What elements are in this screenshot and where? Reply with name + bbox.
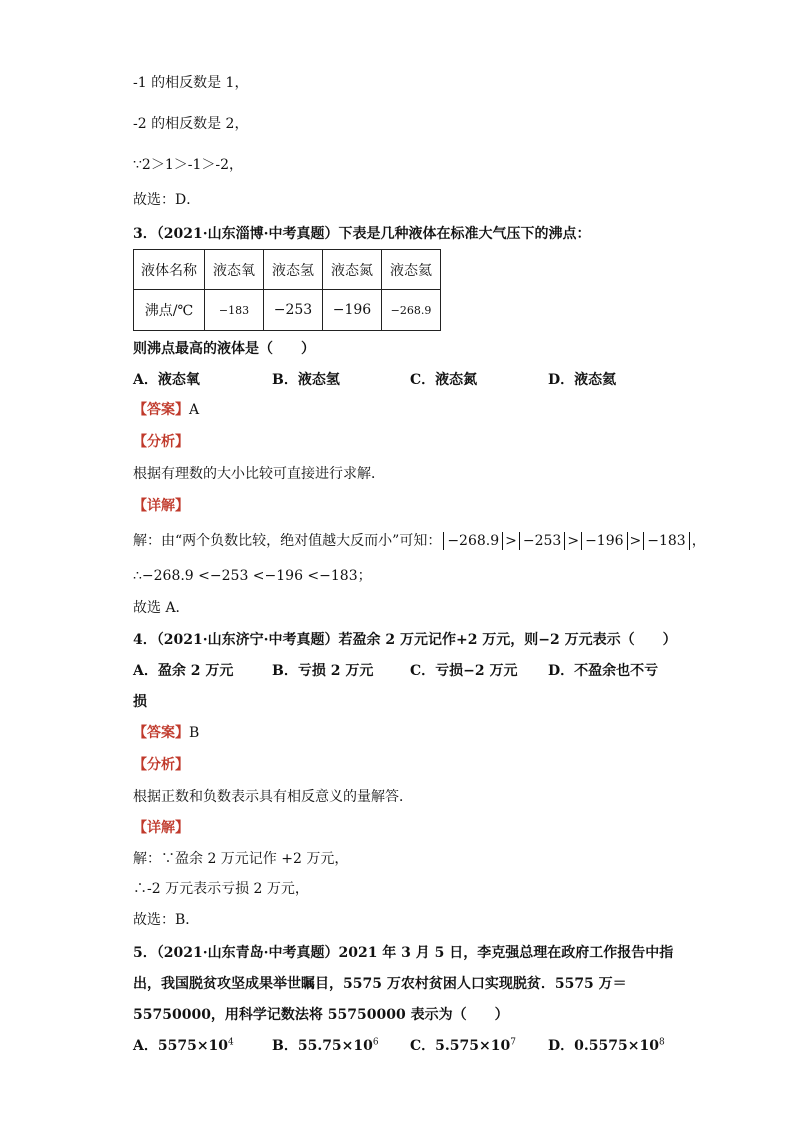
detail-line-1 (133, 531, 706, 551)
table-header-row (134, 250, 441, 290)
absolute-value: −183 (643, 532, 689, 550)
table-header-cell: 液态氧 (205, 250, 264, 290)
question-source: （2021·山东青岛·中考真题） (156, 945, 339, 961)
table-header-cell: 液态氮 (323, 250, 382, 290)
absolute-value: −196 (581, 532, 627, 550)
table-cell: −196 (323, 290, 382, 331)
option-b-base: B．55.75×10 (272, 1038, 373, 1054)
detail-prefix: 解：由“两个负数比较，绝对值越大反而小”可知： (133, 533, 442, 549)
table-cell: −253 (264, 290, 323, 331)
boiling-point-table (133, 249, 441, 331)
answer-tag: 【答案】 (133, 725, 189, 741)
question-number: 4． (133, 632, 157, 648)
greater-than-sign: > (567, 533, 580, 549)
question-3-stem (133, 224, 590, 244)
answer-value: B (189, 725, 200, 741)
option-d: D．不盈余也不亏 (548, 663, 659, 679)
question-text: 下表是几种液体在标准大气压下的沸点： (338, 226, 591, 242)
question-4-stem (133, 630, 677, 650)
analysis-text: 根据有理数的大小比较可直接进行求解． (133, 466, 385, 482)
detail-tag: 【详解】 (133, 820, 189, 836)
question-text: 2021 年 3 月 5 日，李克强总理在政府工作报告中指 (338, 945, 674, 961)
option-d: D．液态氦 (548, 372, 617, 388)
solution-line-1: -1 的相反数是 1， (133, 75, 249, 91)
option-b-exponent: 6 (372, 1037, 379, 1048)
detail-tag: 【详解】 (133, 498, 189, 514)
detail-choice: 故选 A． (133, 600, 190, 616)
option-b (272, 1036, 379, 1056)
detail-line-2: ∴-2 万元表示亏损 2 万元， (133, 881, 309, 897)
answer-line (133, 400, 199, 420)
table-header-cell: 液体名称 (134, 250, 205, 290)
detail-line-1: 解：∵盈余 2 万元记作 +2 万元， (133, 851, 349, 867)
option-a: A．液态氧 (133, 372, 200, 388)
option-c: C．液态氮 (410, 372, 478, 388)
answer-value: A (189, 402, 200, 418)
option-c (410, 1036, 516, 1056)
option-d-exponent: 8 (658, 1037, 665, 1048)
absolute-value: −253 (519, 532, 565, 550)
question-text: 若盈余 2 万元记作+2 万元，则−2 万元表示（ ） (338, 632, 677, 648)
option-c: C．亏损−2 万元 (410, 663, 518, 679)
table-header-cell: 液态氢 (264, 250, 323, 290)
option-d-base: D．0.5575×10 (548, 1038, 659, 1054)
question-source: （2021·山东济宁·中考真题） (156, 632, 339, 648)
question-source: （2021·山东淄博·中考真题） (156, 226, 339, 242)
analysis-tag: 【分析】 (133, 757, 189, 773)
table-row-label: 沸点/℃ (134, 290, 205, 331)
question-number: 5． (133, 945, 157, 961)
question-number: 3． (133, 226, 157, 242)
option-c-exponent: 7 (510, 1037, 516, 1048)
question-5-stem-line-3: 55750000，用科学记数法将 55750000 表示为（ ） (133, 1007, 509, 1023)
greater-than-sign: > (505, 533, 517, 549)
question-3-ask: 则沸点最高的液体是（ ） (133, 341, 315, 357)
solution-line-2: -2 的相反数是 2， (133, 116, 249, 132)
question-5-stem-line-1 (133, 943, 673, 963)
punctuation: ， (691, 533, 706, 549)
table-header-cell: 液态氦 (382, 250, 441, 290)
option-c-base: C．5.575×10 (410, 1038, 511, 1054)
solution-line-3: ∵2＞1＞-1＞-2， (133, 157, 243, 173)
option-a-exponent: 4 (228, 1037, 234, 1048)
greater-than-sign: > (629, 533, 642, 549)
answer-tag: 【答案】 (133, 402, 189, 418)
analysis-text: 根据正数和负数表示具有相反意义的量解答． (133, 789, 413, 805)
table-cell: −268.9 (382, 290, 441, 331)
option-a-base: A．5575×10 (133, 1038, 229, 1054)
detail-choice: 故选：B． (133, 912, 200, 928)
option-b: B．液态氢 (272, 372, 340, 388)
solution-choice: 故选：D． (133, 192, 201, 208)
table-cell: −183 (205, 290, 264, 331)
option-b: B．亏损 2 万元 (272, 663, 374, 679)
option-d-continued: 损 (133, 694, 147, 710)
absolute-value: −268.9 (443, 532, 503, 550)
option-a: A．盈余 2 万元 (133, 663, 234, 679)
answer-line (133, 723, 199, 743)
analysis-tag: 【分析】 (133, 434, 189, 450)
question-5-stem-line-2: 出，我国脱贫攻坚成果举世瞩目，5575 万农村贫困人口实现脱贫．5575 万＝ (133, 976, 627, 992)
detail-line-2: ∴−268.9 <−253 <−196 <−183； (133, 568, 372, 584)
table-row (134, 290, 441, 331)
option-d (548, 1036, 665, 1056)
option-a (133, 1036, 234, 1056)
